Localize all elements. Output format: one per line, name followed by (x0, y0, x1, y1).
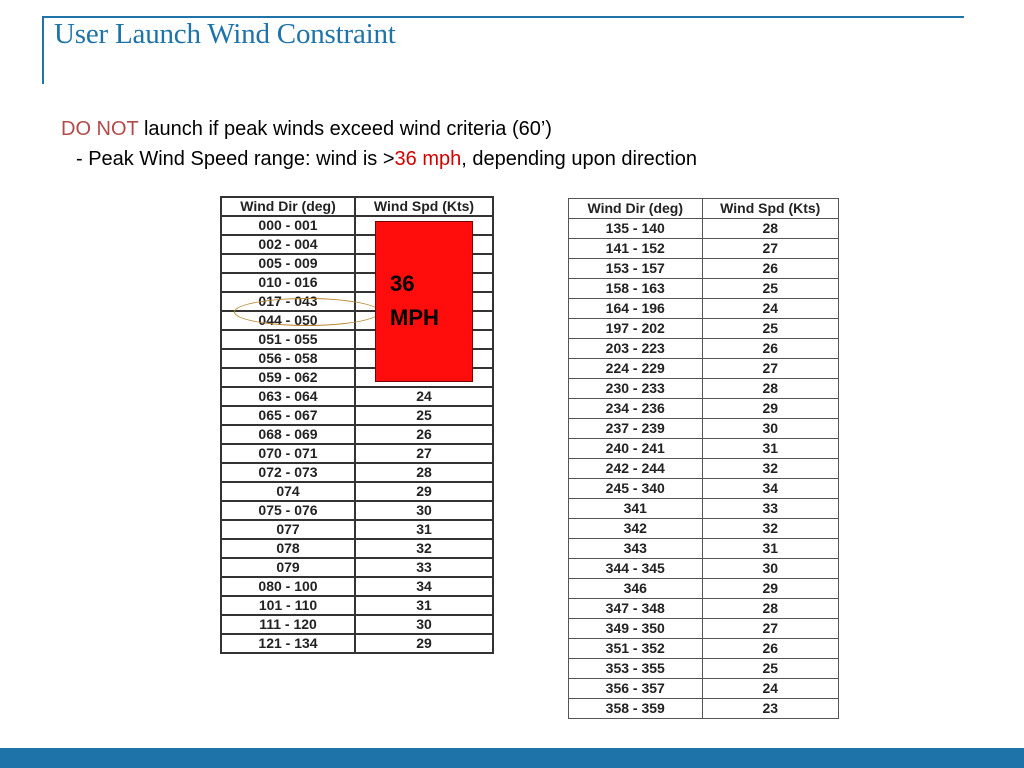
wind-dir-cell: 224 - 229 (569, 359, 703, 379)
slide-title: User Launch Wind Constraint (54, 18, 396, 50)
wind-spd-cell: 34 (702, 479, 839, 499)
wind-spd-cell: 29 (702, 579, 839, 599)
wind-dir-cell: 351 - 352 (569, 639, 703, 659)
table-header-row (569, 199, 839, 219)
wind-spd-cell: 30 (355, 501, 493, 520)
table-row (569, 679, 839, 699)
title-frame-left (42, 16, 44, 84)
table-row (569, 599, 839, 619)
wind-spd-cell: 29 (702, 399, 839, 419)
table-row (569, 439, 839, 459)
wind-dir-cell: 141 - 152 (569, 239, 703, 259)
wind-spd-cell: 31 (355, 596, 493, 615)
table-row (569, 539, 839, 559)
wind-spd-cell: 27 (702, 359, 839, 379)
wind-dir-cell: 344 - 345 (569, 559, 703, 579)
wind-spd-cell: 25 (702, 659, 839, 679)
do-not-label: DO NOT (61, 118, 139, 140)
wind-spd-cell: 28 (702, 379, 839, 399)
wind-spd-cell: 25 (702, 319, 839, 339)
wind-spd-cell: 31 (702, 439, 839, 459)
wind-dir-cell: 349 - 350 (569, 619, 703, 639)
wind-dir-cell: 353 - 355 (569, 659, 703, 679)
wind-spd-cell: 31 (355, 520, 493, 539)
wind-dir-cell: 063 - 064 (221, 387, 355, 406)
wind-dir-cell: 230 - 233 (569, 379, 703, 399)
wind-dir-cell: 242 - 244 (569, 459, 703, 479)
table-row (569, 339, 839, 359)
wind-dir-cell: 010 - 016 (221, 273, 355, 292)
wind-dir-cell: 101 - 110 (221, 596, 355, 615)
mph-callout-unit: MPH (390, 305, 439, 330)
wind-dir-cell: 005 - 009 (221, 254, 355, 273)
table-row (569, 699, 839, 719)
wind-dir-cell: 358 - 359 (569, 699, 703, 719)
table-row (569, 499, 839, 519)
table-row (569, 419, 839, 439)
wind-dir-cell: 121 - 134 (221, 634, 355, 653)
table-row (569, 519, 839, 539)
table-row (569, 479, 839, 499)
wind-dir-cell: 356 - 357 (569, 679, 703, 699)
wind-spd-cell: 32 (702, 459, 839, 479)
wind-spd-cell: 28 (702, 219, 839, 239)
wind-dir-cell: 002 - 004 (221, 235, 355, 254)
table-row (569, 259, 839, 279)
table-header-row (221, 197, 493, 216)
wind-spd-cell: 34 (355, 577, 493, 596)
table-row (221, 482, 493, 501)
wind-dir-cell: 065 - 067 (221, 406, 355, 425)
wind-dir-cell: 056 - 058 (221, 349, 355, 368)
wind-spd-cell: 33 (355, 558, 493, 577)
wind-spd-cell: 29 (355, 634, 493, 653)
wind-dir-cell: 080 - 100 (221, 577, 355, 596)
wind-spd-cell: 32 (355, 539, 493, 558)
wind-dir-cell: 341 (569, 499, 703, 519)
table-row (569, 459, 839, 479)
wind-spd-cell: 27 (702, 239, 839, 259)
table-row (221, 558, 493, 577)
wind-dir-cell: 068 - 069 (221, 425, 355, 444)
wind-spd-cell: 25 (355, 406, 493, 425)
wind-spd-cell: 24 (702, 679, 839, 699)
table-row (569, 579, 839, 599)
header-wind-spd: Wind Spd (Kts) (355, 197, 493, 216)
mph-callout-text (390, 267, 470, 335)
wind-dir-cell: 079 (221, 558, 355, 577)
table-row (569, 299, 839, 319)
wind-spd-cell: 27 (355, 444, 493, 463)
wind-dir-cell: 074 (221, 482, 355, 501)
wind-table-right (568, 198, 839, 719)
wind-dir-cell: 237 - 239 (569, 419, 703, 439)
table-row (221, 406, 493, 425)
table-row (221, 615, 493, 634)
mph-callout-value: 36 (390, 271, 415, 296)
wind-spd-cell: 25 (702, 279, 839, 299)
table-row (569, 619, 839, 639)
table-row (221, 444, 493, 463)
wind-spd-cell: 30 (702, 419, 839, 439)
wind-dir-cell: 347 - 348 (569, 599, 703, 619)
table-row (221, 520, 493, 539)
table-row (221, 463, 493, 482)
wind-dir-cell: 342 (569, 519, 703, 539)
table-row (569, 219, 839, 239)
header-wind-spd: Wind Spd (Kts) (702, 199, 839, 219)
wind-spd-cell: 33 (702, 499, 839, 519)
wind-dir-cell: 051 - 055 (221, 330, 355, 349)
table-row (569, 319, 839, 339)
wind-dir-cell: 111 - 120 (221, 615, 355, 634)
table-row (569, 559, 839, 579)
wind-dir-cell: 346 (569, 579, 703, 599)
table-row (569, 379, 839, 399)
wind-spd-cell: 30 (355, 615, 493, 634)
wind-spd-cell: 31 (702, 539, 839, 559)
wind-spd-cell: 29 (355, 482, 493, 501)
wind-spd-cell: 28 (702, 599, 839, 619)
table-row (569, 639, 839, 659)
wind-spd-cell: 26 (702, 339, 839, 359)
wind-spd-cell: 26 (702, 639, 839, 659)
wind-spd-cell: 26 (355, 425, 493, 444)
wind-spd-cell: 24 (355, 387, 493, 406)
wind-dir-cell: 240 - 241 (569, 439, 703, 459)
table-row (569, 359, 839, 379)
peak-wind-value: 36 mph (394, 148, 462, 170)
wind-dir-cell: 343 (569, 539, 703, 559)
peak-wind-bullet (76, 148, 697, 171)
wind-dir-cell: 075 - 076 (221, 501, 355, 520)
wind-spd-cell: 27 (702, 619, 839, 639)
table-row (221, 501, 493, 520)
wind-spd-cell: 30 (702, 559, 839, 579)
wind-dir-cell: 077 (221, 520, 355, 539)
table-row (221, 425, 493, 444)
wind-dir-cell: 245 - 340 (569, 479, 703, 499)
wind-dir-cell: 203 - 223 (569, 339, 703, 359)
wind-dir-cell: 158 - 163 (569, 279, 703, 299)
wind-spd-cell: 24 (702, 299, 839, 319)
footer-bar (0, 748, 1024, 768)
wind-dir-cell: 234 - 236 (569, 399, 703, 419)
wind-dir-cell: 078 (221, 539, 355, 558)
wind-dir-cell: 017 - 043 (221, 292, 355, 311)
table-row (569, 279, 839, 299)
wind-dir-cell: 153 - 157 (569, 259, 703, 279)
wind-dir-cell: 135 - 140 (569, 219, 703, 239)
peak-wind-suffix: , depending upon direction (461, 148, 697, 170)
wind-spd-cell: 23 (702, 699, 839, 719)
peak-wind-prefix: - Peak Wind Speed range: wind is > (76, 148, 395, 170)
header-wind-dir: Wind Dir (deg) (569, 199, 703, 219)
wind-spd-cell: 26 (702, 259, 839, 279)
wind-dir-cell: 070 - 071 (221, 444, 355, 463)
wind-spd-cell: 32 (702, 519, 839, 539)
table-row (221, 387, 493, 406)
table-row (569, 399, 839, 419)
table-row (569, 239, 839, 259)
table-row (221, 577, 493, 596)
wind-dir-cell: 164 - 196 (569, 299, 703, 319)
wind-dir-cell: 059 - 062 (221, 368, 355, 387)
table-row (221, 596, 493, 615)
highlight-ellipse (234, 298, 380, 326)
constraint-text: launch if peak winds exceed wind criteria (60’) (138, 118, 552, 140)
constraint-statement (61, 118, 552, 141)
wind-dir-cell: 072 - 073 (221, 463, 355, 482)
table-row (221, 539, 493, 558)
wind-dir-cell: 000 - 001 (221, 216, 355, 235)
header-wind-dir: Wind Dir (deg) (221, 197, 355, 216)
table-row (221, 634, 493, 653)
table-row (569, 659, 839, 679)
wind-dir-cell: 197 - 202 (569, 319, 703, 339)
wind-dir-cell: 044 - 050 (221, 311, 355, 330)
wind-spd-cell: 28 (355, 463, 493, 482)
